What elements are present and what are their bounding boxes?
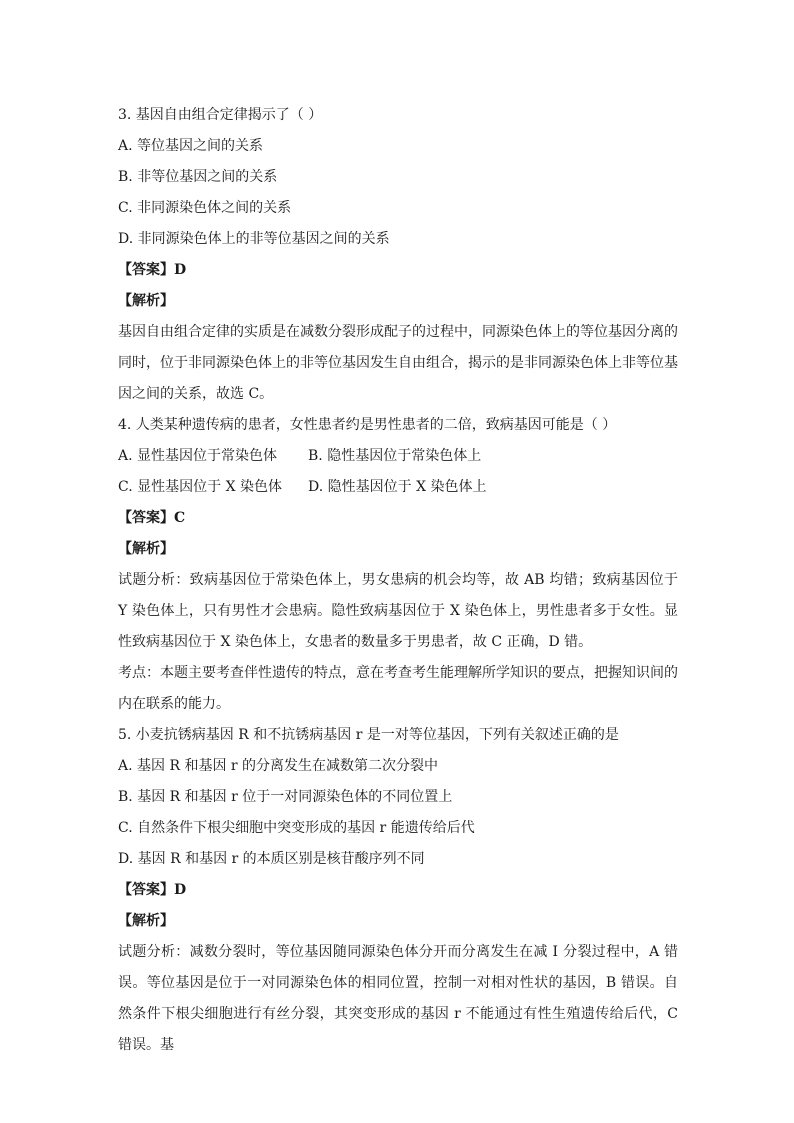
question-5-stem: 5. 小麦抗锈病基因 R 和不抗锈病基因 r 是一对等位基因，下列有关叙述正确的是: [118, 727, 619, 743]
question-5-option-a: A. 基因 R 和基因 r 的分离发生在减数第二次分裂中: [118, 758, 439, 774]
question-4-analysis: 试题分析：致病基因位于常染色体上，男女患病的机会均等，故 AB 均错；致病基因位于 Y 染色体上，只有男性才会患病。隐性致病基因位于 X 染色体上，男性患者多于女性。显性致病基因位于 X 染色体上，女患者的数量多于男患者，故 C 正确，D 错。: [118, 572, 678, 650]
question-5-option-d: D. 基因 R 和基因 r 的本质区别是核苷酸序列不同: [118, 851, 425, 867]
question-5-analysis-title: 【解析】: [118, 913, 174, 929]
question-5-analysis: 试题分析：减数分裂时，等位基因随同源染色体分开而分离发生在减 Ⅰ 分裂过程中，A 错误。等位基因是位于一对同源染色体的相同位置，控制一对相对性状的基因，B 错误。自然条件下根尖细胞进行有丝分裂，其突变形成的基因 r 不能通过有性生殖遗传给后代，C 错误。基: [118, 944, 678, 1053]
document-page: [118, 100, 678, 1061]
question-5-option-c: C. 自然条件下根尖细胞中突变形成的基因 r 能遗传给后代: [118, 820, 475, 836]
question-3-option-b: B. 非等位基因之间的关系: [118, 169, 278, 185]
question-3-option-a: A. 等位基因之间的关系: [118, 138, 264, 154]
question-4-stem: 4. 人类某种遗传病的患者，女性患者约是男性患者的二倍，致病基因可能是（ ）: [118, 417, 617, 433]
question-4-options-row-2: [118, 472, 678, 503]
question-4-answer: 【答案】C: [118, 510, 186, 526]
question-4-option-a: A. 显性基因位于常染色体: [118, 448, 278, 464]
question-3-stem: 3. 基因自由组合定律揭示了（ ）: [118, 107, 323, 123]
question-3-option-d: D. 非同源染色体上的非等位基因之间的关系: [118, 231, 390, 247]
question-3-analysis: 基因自由组合定律的实质是在减数分裂形成配子的过程中，同源染色体上的等位基因分离的同时，位于非同源染色体上的非等位基因发生自由组合，揭示的是非同源染色体上非等位基因之间的关系，故选 C。: [118, 324, 678, 402]
question-5-answer: 【答案】D: [118, 882, 187, 898]
question-5-option-b: B. 基因 R 和基因 r 位于一对同源染色体的不同位置上: [118, 789, 453, 805]
question-4-analysis-title: 【解析】: [118, 541, 174, 557]
question-3-analysis-title: 【解析】: [118, 293, 174, 309]
question-4-option-d: D. 隐性基因位于 X 染色体上: [308, 479, 487, 495]
question-3-answer: 【答案】D: [118, 262, 187, 278]
question-4-option-b: B. 隐性基因位于常染色体上: [308, 448, 482, 464]
question-3-option-c: C. 非同源染色体之间的关系: [118, 200, 292, 216]
question-4-option-c: C. 显性基因位于 X 染色体: [118, 479, 282, 495]
question-4-options-row-1: [118, 441, 678, 472]
question-4-knowledge-point: 考点：本题主要考查伴性遗传的特点，意在考查考生能理解所学知识的要点，把握知识间的内在联系的能力。: [118, 665, 678, 712]
